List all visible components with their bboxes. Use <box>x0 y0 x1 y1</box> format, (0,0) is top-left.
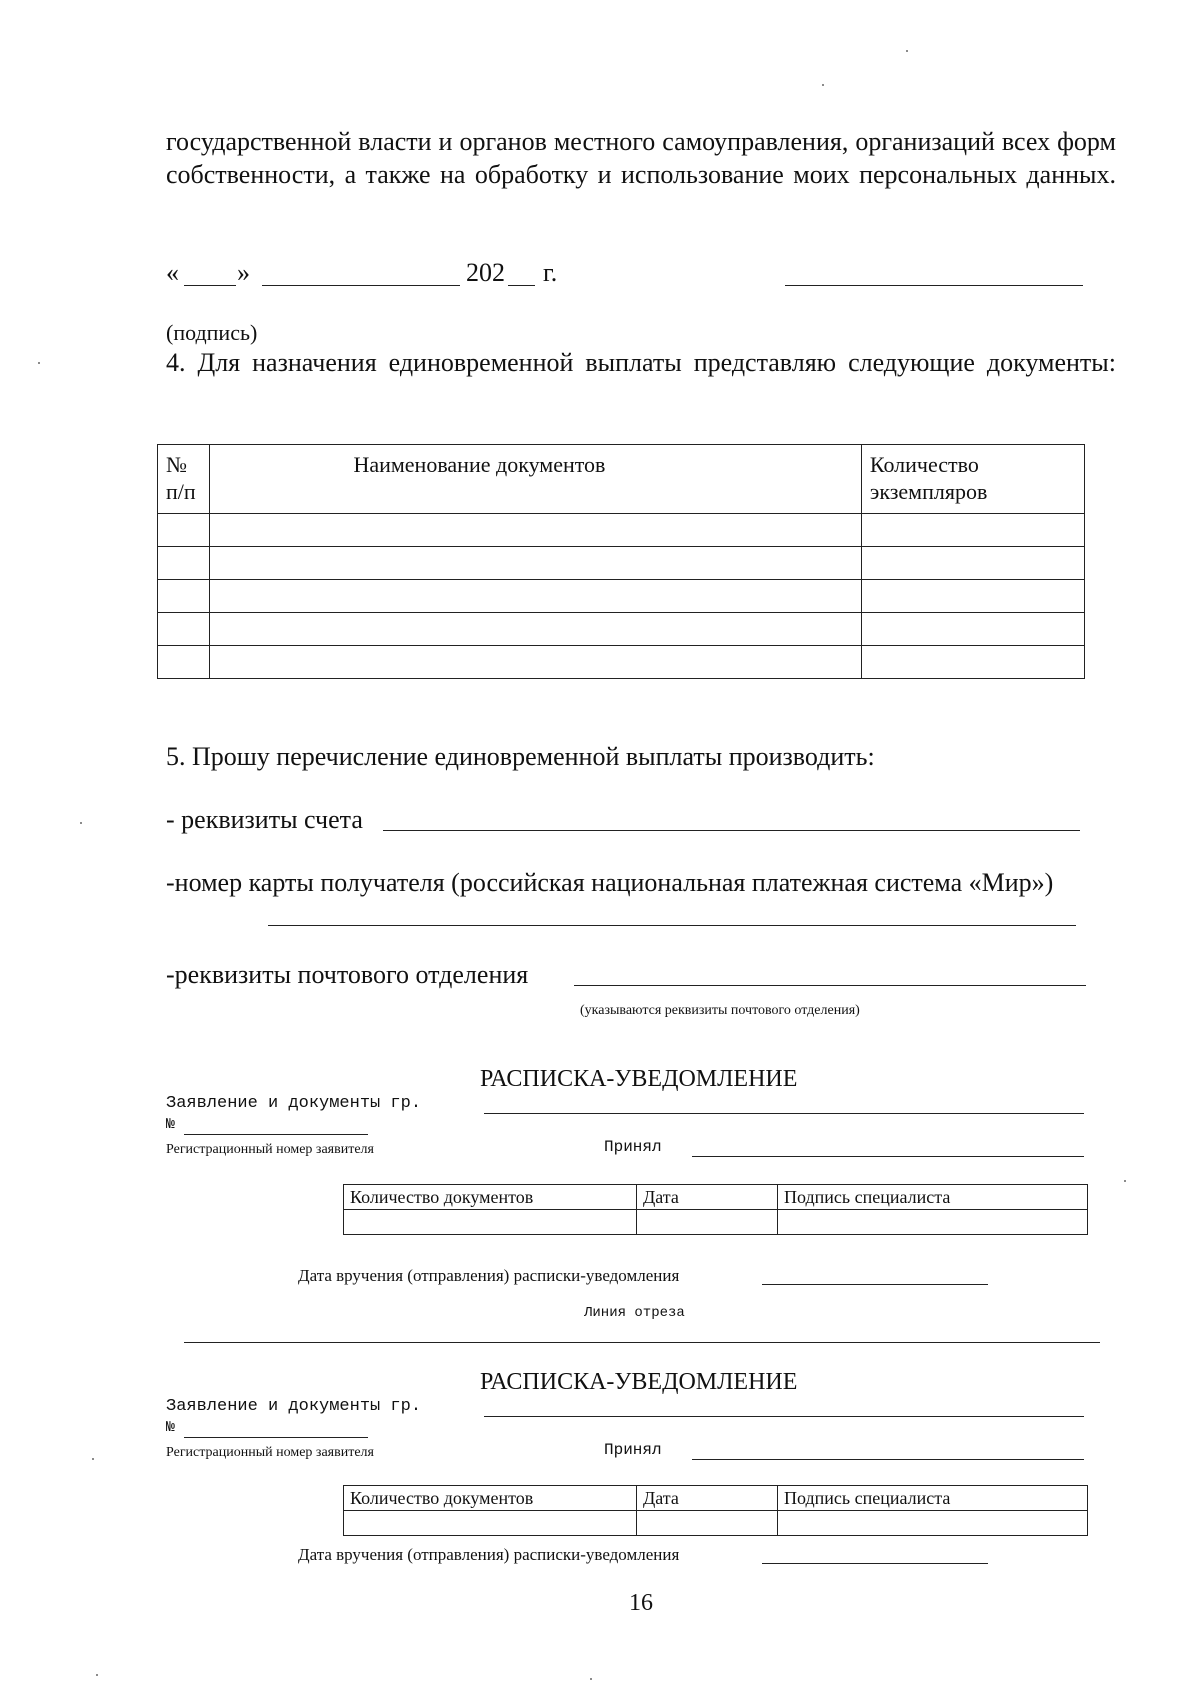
table-cell[interactable] <box>344 1511 637 1536</box>
year-blank[interactable] <box>508 285 535 286</box>
postal-blank[interactable] <box>574 985 1086 986</box>
scan-speck <box>96 1674 98 1676</box>
date-year: 202 <box>466 258 505 287</box>
consent-paragraph: государственной власти и органов местного самоуправления, организаций всех форм собственности, а также на обработку и использование моих персональных данных. <box>166 127 1116 189</box>
table-row <box>158 613 1085 646</box>
table-cell[interactable] <box>861 514 1084 547</box>
table-cell[interactable] <box>861 613 1084 646</box>
receipt-number-sign: № <box>166 1419 176 1436</box>
table-cell[interactable] <box>158 613 210 646</box>
date-close-quote: » <box>237 258 250 287</box>
table-row <box>158 646 1085 679</box>
scan-speck <box>80 822 82 824</box>
receipt-table-header <box>344 1486 1088 1511</box>
receipt-col-count: Количество документов <box>344 1486 637 1511</box>
cut-line <box>184 1342 1100 1343</box>
col-number-header: № п/п <box>158 445 210 514</box>
receipt-citizen-blank[interactable] <box>484 1416 1084 1417</box>
documents-table-header <box>158 445 1085 514</box>
account-blank[interactable] <box>383 830 1080 831</box>
scan-speck <box>92 1458 94 1460</box>
date-open-quote: « <box>166 258 179 287</box>
table-cell[interactable] <box>210 514 862 547</box>
scan-speck <box>590 1678 592 1680</box>
table-row <box>158 580 1085 613</box>
col-quantity-header: Количество экземпляров <box>861 445 1084 514</box>
receipt-reg-number-label: Регистрационный номер заявителя <box>166 1445 374 1460</box>
card-label: -номер карты получателя (российская национальная платежная система «Мир») <box>166 868 1054 897</box>
table-cell[interactable] <box>861 547 1084 580</box>
table-cell[interactable] <box>158 514 210 547</box>
receipt-accepted-label: Принял <box>604 1441 662 1459</box>
receipt-citizen-blank[interactable] <box>484 1113 1084 1114</box>
receipt-col-count: Количество документов <box>344 1185 637 1210</box>
postal-label: -реквизиты почтового отделения <box>166 960 529 989</box>
card-blank[interactable] <box>268 925 1076 926</box>
page-number: 16 <box>629 1590 653 1616</box>
scan-speck <box>1124 1180 1126 1182</box>
receipt-table-header <box>344 1185 1088 1210</box>
receipt-col-date: Дата <box>637 1185 778 1210</box>
table-cell[interactable] <box>158 547 210 580</box>
receipt-accepted-blank[interactable] <box>692 1156 1084 1157</box>
receipt-delivery-label: Дата вручения (отправления) расписки-уведомления <box>298 1545 680 1564</box>
account-label: - реквизиты счета <box>166 805 363 834</box>
receipt-number-sign: № <box>166 1116 176 1133</box>
scan-speck <box>906 50 908 52</box>
table-cell[interactable] <box>210 547 862 580</box>
table-cell[interactable] <box>861 580 1084 613</box>
cut-line-label: Линия отреза <box>584 1305 685 1321</box>
table-cell[interactable] <box>210 580 862 613</box>
signature-caption: (подпись) <box>166 320 258 345</box>
signature-blank[interactable] <box>785 285 1083 286</box>
table-row <box>344 1511 1088 1536</box>
postal-hint: (указываются реквизиты почтового отделения) <box>580 1003 860 1018</box>
receipt-delivery-blank[interactable] <box>762 1563 988 1564</box>
table-cell[interactable] <box>861 646 1084 679</box>
receipt-statement-label: Заявление и документы гр. <box>166 1094 422 1113</box>
day-blank[interactable] <box>184 285 236 286</box>
receipt-title: РАСПИСКА-УВЕДОМЛЕНИЕ <box>480 1066 798 1092</box>
receipt-table <box>343 1485 1088 1536</box>
receipt-statement-label: Заявление и документы гр. <box>166 1397 422 1416</box>
table-cell[interactable] <box>158 580 210 613</box>
receipt-number-blank[interactable] <box>184 1437 368 1438</box>
table-row <box>344 1210 1088 1235</box>
scan-speck <box>38 362 40 364</box>
table-row <box>158 547 1085 580</box>
receipt-table <box>343 1184 1088 1235</box>
table-row <box>158 514 1085 547</box>
receipt-col-date: Дата <box>637 1486 778 1511</box>
date-year-suffix: г. <box>543 258 558 287</box>
receipt-delivery-label: Дата вручения (отправления) расписки-уведомления <box>298 1266 680 1285</box>
receipt-reg-number-label: Регистрационный номер заявителя <box>166 1142 374 1157</box>
receipt-number-blank[interactable] <box>184 1134 368 1135</box>
table-cell[interactable] <box>210 646 862 679</box>
table-cell[interactable] <box>778 1511 1088 1536</box>
table-cell[interactable] <box>637 1210 778 1235</box>
receipt-accepted-blank[interactable] <box>692 1459 1084 1460</box>
receipt-accepted-label: Принял <box>604 1138 662 1156</box>
scan-speck <box>822 84 824 86</box>
item-5-title: 5. Прошу перечисление единовременной выплаты производить: <box>166 742 875 771</box>
receipt-col-signature: Подпись специалиста <box>778 1185 1088 1210</box>
receipt-title: РАСПИСКА-УВЕДОМЛЕНИЕ <box>480 1369 798 1395</box>
table-cell[interactable] <box>778 1210 1088 1235</box>
table-cell[interactable] <box>344 1210 637 1235</box>
table-cell[interactable] <box>637 1511 778 1536</box>
receipt-col-signature: Подпись специалиста <box>778 1486 1088 1511</box>
col-name-header: Наименование документов <box>210 445 862 514</box>
month-blank[interactable] <box>262 285 460 286</box>
receipt-delivery-blank[interactable] <box>762 1284 988 1285</box>
item-4-text: 4. Для назначения единовременной выплаты представляю следующие документы: <box>166 348 1116 377</box>
documents-table <box>157 444 1085 679</box>
table-cell[interactable] <box>158 646 210 679</box>
table-cell[interactable] <box>210 613 862 646</box>
